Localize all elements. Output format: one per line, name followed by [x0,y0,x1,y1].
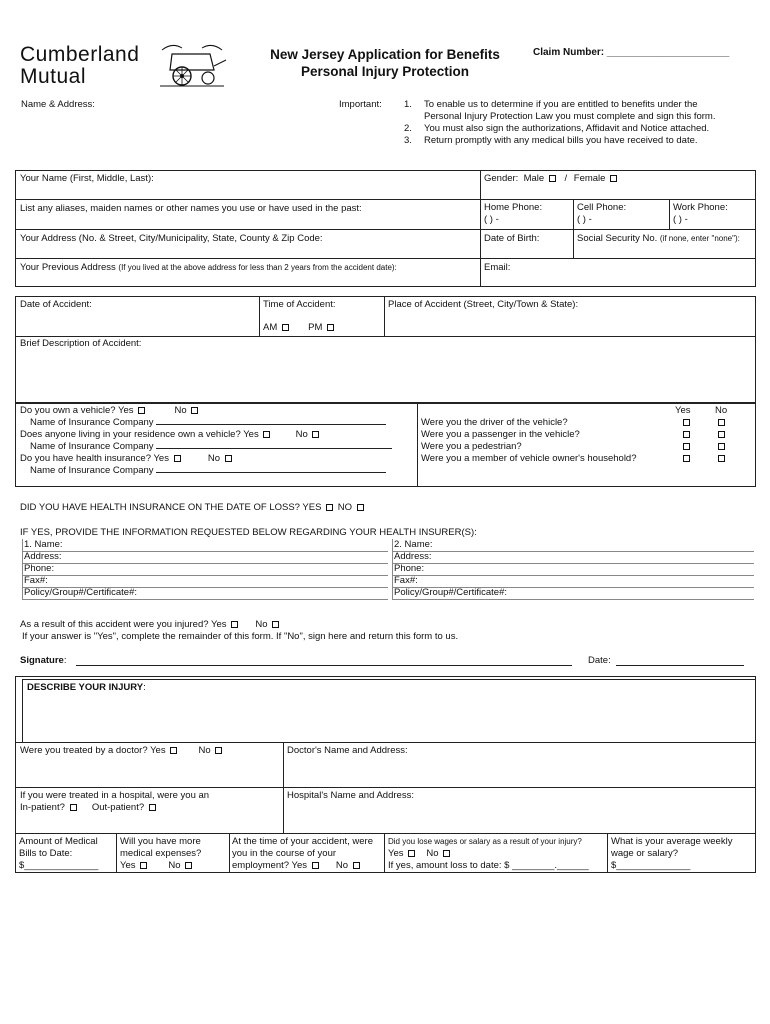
injured-question [20,619,281,631]
am-label: AM [263,322,278,333]
previous-address-label: Your Previous Address [20,262,116,273]
employment-label-1: At the time of your accident, were [232,836,373,847]
employment-yes-label: employment? Yes [232,860,307,871]
driver-no-checkbox[interactable] [718,419,725,426]
insurer-2-policy[interactable]: Policy/Group#/Certificate#: [394,587,507,598]
medical-bills-input[interactable]: $______________ [19,860,99,871]
ssn-label: Social Security No. [577,233,658,244]
insurer-2-block [394,539,507,599]
important-num: 3. [404,135,412,146]
employment-no-label: No [335,860,349,871]
home-phone-label: Home Phone: [484,202,543,213]
household-vehicle-no-checkbox[interactable] [312,431,319,438]
have-insurance-no-checkbox[interactable] [225,455,232,462]
employment-yes-checkbox[interactable] [312,862,319,869]
insurer-1-address[interactable]: Address: [24,551,62,562]
previous-address-note: (If you lived at the above address for less than 2 years from the accident date): [118,263,397,272]
hospital-question [20,790,209,814]
signature-date-label: Date: [588,655,611,666]
medical-bills-cell [19,836,98,872]
vehicle-yes-column [681,417,692,465]
important-list [404,99,715,147]
gender-field [484,173,619,185]
treated-doctor-question [20,745,224,757]
dob-field[interactable]: Date of Birth: [484,233,540,244]
ssn-field[interactable] [577,233,740,245]
inpatient-checkbox[interactable] [70,804,77,811]
female-label: Female [573,173,606,184]
treated-doctor-text: Were you treated by a doctor? Yes [20,745,166,756]
insurer-1-phone[interactable]: Phone: [24,563,55,574]
household-insurance-label: Name of Insurance Company [30,441,154,452]
household-member-question: Were you a member of vehicle owner's household? [421,453,637,464]
insurer-2-name[interactable]: 2. Name: [394,539,433,550]
household-yes-checkbox[interactable] [683,455,690,462]
accident-place-field[interactable]: Place of Accident (Street, City/Town & State): [388,299,579,310]
more-expenses-yes-label: Yes [120,860,136,871]
important-text: To enable us to determine if you are entitled to benefits under the [424,99,698,110]
address-field[interactable]: Your Address (No. & Street, City/Municipality, State, County & Zip Code: [20,233,323,244]
pm-checkbox[interactable] [327,324,334,331]
lost-wages-label: Did you lose wages or salary as a result of your injury? [388,837,582,846]
pedestrian-yes-checkbox[interactable] [683,443,690,450]
claim-number-label: Claim Number: ______________________ [533,47,730,58]
logo-text-line1: Cumberland [20,43,140,66]
previous-address-field[interactable] [20,262,397,274]
average-wage-cell [611,836,732,872]
signature-label: Signature [20,655,64,666]
have-insurance-question: Do you have health insurance? Yes [20,453,169,464]
average-wage-input[interactable]: $______________ [611,860,691,871]
health-insurance-label: Name of Insurance Company [30,465,154,476]
pedestrian-question: Were you a pedestrian? [421,441,522,452]
signature-line[interactable] [76,665,572,666]
logo-text-line2: Mutual [20,65,87,88]
average-wage-label-2: wage or salary? [611,848,679,859]
accident-date-field[interactable]: Date of Accident: [20,299,92,310]
cell-phone-field[interactable] [577,202,626,226]
important-text: Personal Injury Protection Law you must complete and sign this form. [424,111,716,122]
accident-description-field[interactable]: Brief Description of Accident: [20,338,142,349]
vehicle-questions [421,417,637,465]
vehicle-ownership [20,405,392,477]
more-expenses-cell [120,836,201,872]
insurer-2-address[interactable]: Address: [394,551,432,562]
treated-doctor-yes-checkbox[interactable] [170,747,177,754]
signature-row: Signature: [20,655,67,666]
health-insurer-instruction: IF YES, PROVIDE THE INFORMATION REQUESTED BELOW REGARDING YOUR HEALTH INSURER(S): [20,527,477,538]
important-num: 2. [404,123,412,134]
employment-cell [232,836,373,872]
lost-wages-no-checkbox[interactable] [443,850,450,857]
cell-phone-label: Cell Phone: [577,202,627,213]
vehicle-no-header: No [715,405,728,416]
injury-instruction: If your answer is "Yes", complete the remainder of this form. If "No", sign here and return this form to us. [22,631,459,642]
have-insurance-no-label: No [207,453,221,464]
important-text: Return promptly with any medical bills you have received to date. [424,135,698,146]
lost-wages-no-label: No [426,848,439,859]
employment-label-2: you in the course of your [232,848,337,859]
lost-wages-yes-checkbox[interactable] [408,850,415,857]
passenger-no-checkbox[interactable] [718,431,725,438]
injured-yes-checkbox[interactable] [231,621,238,628]
average-wage-label-1: What is your average weekly [611,836,733,847]
own-vehicle-yes-checkbox[interactable] [138,407,145,414]
logo [20,44,139,88]
household-insurance-line[interactable] [156,448,392,449]
name-address-label: Name & Address: [21,99,95,110]
insurance-company-line[interactable] [156,424,386,425]
more-expenses-no-label: No [168,860,181,871]
household-vehicle-no-label: No [295,429,308,440]
stagecoach-icon [152,40,232,88]
ssn-note: (if none, enter "none"): [659,234,740,243]
email-field[interactable]: Email: [484,262,511,273]
health-insurance-question-text: DID YOU HAVE HEALTH INSURANCE ON THE DATE OF LOSS? YES [20,502,322,513]
describe-injury-label: DESCRIBE YOUR INJURY: [27,682,146,693]
insurer-1-name[interactable]: 1. Name: [24,539,63,550]
medical-bills-label-2: Bills to Date: [19,848,73,859]
insurance-company-label: Name of Insurance Company [30,417,154,428]
doctor-name-field[interactable]: Doctor's Name and Address: [287,745,408,756]
hospital-question-text: If you were treated in a hospital, were you an [20,790,210,801]
important-text: You must also sign the authorizations, Affidavit and Notice attached. [424,123,710,134]
pm-label: PM [308,322,323,333]
your-name-field[interactable]: Your Name (First, Middle, Last): [20,173,154,184]
form-title-line1: New Jersey Application for Benefits [270,47,500,62]
accident-time-field[interactable]: Time of Accident: [263,299,336,310]
more-expenses-label-1: Will you have more [120,836,201,847]
work-phone-field[interactable] [673,202,728,226]
home-phone-field[interactable] [484,202,542,226]
treated-doctor-no-checkbox[interactable] [215,747,222,754]
have-insurance-yes-checkbox[interactable] [174,455,181,462]
am-checkbox[interactable] [282,324,289,331]
lost-wages-cell [388,836,589,872]
hospital-name-field[interactable]: Hospital's Name and Address: [287,790,414,801]
injured-no-checkbox[interactable] [272,621,279,628]
vehicle-yes-header: Yes [675,405,691,416]
more-expenses-no-checkbox[interactable] [185,862,192,869]
signature-date-line[interactable] [616,665,744,666]
more-expenses-label-2: medical expenses? [120,848,202,859]
outpatient-checkbox[interactable] [149,804,156,811]
gender-slash: / [564,173,568,184]
gender-label: Gender: [484,173,519,184]
household-vehicle-question: Does anyone living in your residence own a vehicle? Yes [20,429,259,440]
male-checkbox[interactable] [549,175,556,182]
form-title-line2: Personal Injury Protection [300,64,470,79]
female-checkbox[interactable] [610,175,617,182]
inpatient-label: In-patient? [20,802,65,813]
insurer-1-policy[interactable]: Policy/Group#/Certificate#: [24,587,137,598]
outpatient-label: Out-patient? [91,802,145,813]
male-label: Male [523,173,545,184]
own-vehicle-no-checkbox[interactable] [191,407,198,414]
work-phone-label: Work Phone: [673,202,728,213]
accident-ampm [263,322,336,334]
own-vehicle-question: Do you own a vehicle? Yes [20,405,134,416]
lost-wages-yes-label: Yes [388,848,404,859]
insurer-2-fax[interactable]: Fax#: [394,575,418,586]
passenger-question: Were you a passenger in the vehicle? [421,429,580,440]
health-insurance-no-checkbox[interactable] [357,504,364,511]
vehicle-no-column [716,417,727,465]
cell-phone-format: ( ) - [577,214,592,225]
more-expenses-yes-checkbox[interactable] [140,862,147,869]
household-no-checkbox[interactable] [718,455,725,462]
household-vehicle-yes-checkbox[interactable] [263,431,270,438]
aliases-field[interactable]: List any aliases, maiden names or other names you use or have used in the past: [20,203,362,214]
passenger-yes-checkbox[interactable] [683,431,690,438]
home-phone-format: ( ) - [484,214,499,225]
form-title [240,46,530,80]
driver-yes-checkbox[interactable] [683,419,690,426]
health-insurance-yes-checkbox[interactable] [326,504,333,511]
treated-doctor-no-label: No [198,745,211,756]
own-vehicle-no-label: No [174,405,187,416]
injured-question-text: As a result of this accident were you injured? Yes [20,619,227,630]
important-num: 1. [404,99,412,110]
work-phone-format: ( ) - [673,214,688,225]
lost-wages-amount[interactable]: If yes, amount loss to date: $ ________.______ [388,860,589,871]
medical-bills-label-1: Amount of Medical [19,836,98,847]
health-insurance-line[interactable] [156,472,386,473]
injured-no-label: No [255,619,268,630]
important-label: Important: [339,99,382,110]
insurer-2-phone[interactable]: Phone: [394,563,425,574]
health-insurance-question [20,502,366,514]
health-insurance-no-label: NO [337,502,352,513]
insurer-1-block [24,539,137,599]
pedestrian-no-checkbox[interactable] [718,443,725,450]
employment-no-checkbox[interactable] [353,862,360,869]
insurer-1-fax[interactable]: Fax#: [24,575,48,586]
driver-question: Were you the driver of the vehicle? [421,417,568,428]
